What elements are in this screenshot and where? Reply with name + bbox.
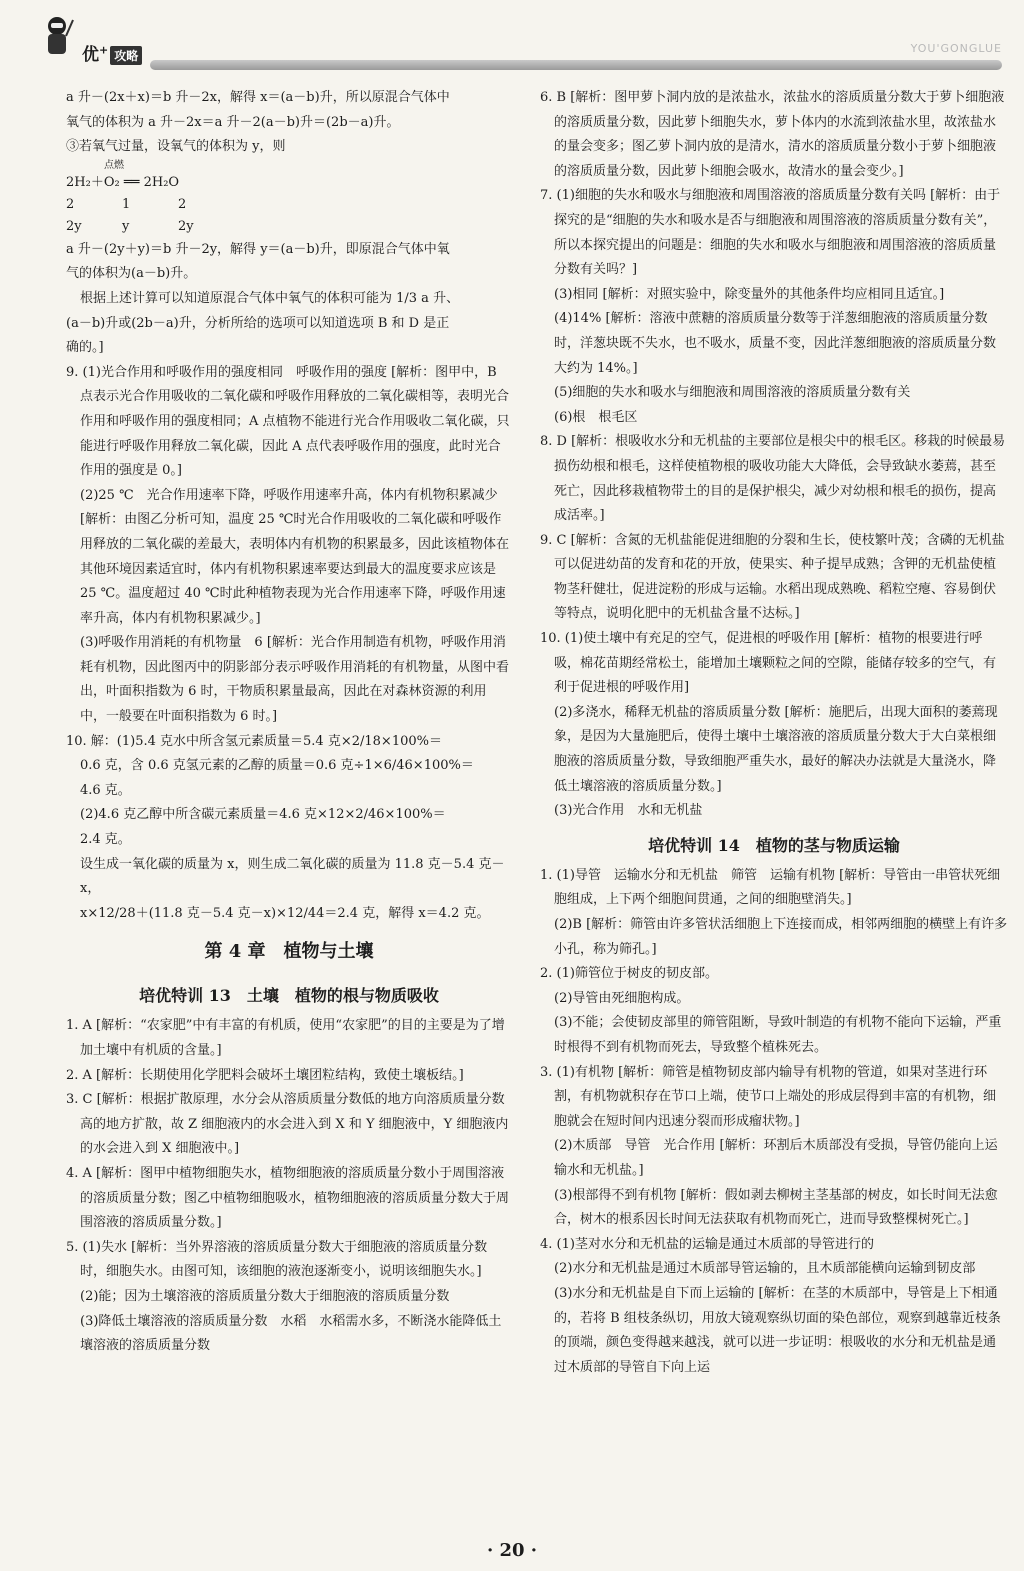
left-line: ③若氧气过量，设氧气的体积为 y，则 — [66, 139, 286, 155]
answer-13-10-2: (2)多浇水，稀释无机盐的溶质质量分数 [解析：施肥后，出现大面积的萎蔫现象，是因为大量施肥后，使得土壤中土壤溶液的溶质质量分数大于大白菜根细胞液的溶质质量分数，导致细胞严重失水，最好的解决办法就是大量浇水，降低土壤溶液的溶质质量分数。] — [554, 704, 998, 794]
brand-title — [82, 40, 142, 65]
answer-13-5-1: 5. (1)失水 [解析：当外界溶液的溶质质量分数大于细胞液的溶质质量分数时，细胞失水。由图可知，该细胞的液泡逐渐变小，说明该细胞失水。] — [66, 1239, 488, 1280]
answer-13-6: 6. B [解析：图甲萝卜洞内放的是浓盐水，浓盐水的溶质质量分数大于萝卜细胞液的溶质质量分数，因此萝卜细胞失水，萝卜体内的水流到浓盐水里，故浓盐水的量会变多；图乙萝卜洞内放的是清水，清水的溶质质量分数小于萝卜细胞液的溶质质量分数，因此萝卜细胞会吸水，故清水的量会变少。] — [540, 90, 1005, 179]
answer-13-1: 1. A [解析：“农家肥”中有丰富的有机质，使用“农家肥”的目的主要是为了增加土壤中有机质的含量。] — [66, 1018, 505, 1058]
answer-14-1-1: 1. (1)导管 运输水分和无机盐 筛管 运输有机物 [解析：导管由一串管状死细胞组成，上下两个细胞间贯通，之间的细胞壁消失。] — [540, 867, 1001, 908]
answer-14-2-2: (2)导管由死细胞构成。 — [554, 990, 690, 1006]
left-line: a 升－(2y＋y)＝b 升－2y，解得 y＝(a－b)升，即原混合气体中氧 — [66, 241, 450, 257]
right-column — [540, 86, 1008, 1380]
answer-13-3: 3. C [解析：根据扩散原理，水分会从溶质质量分数低的地方向溶质质量分数高的地方扩散，故 Z 细胞液内的水会进入到 X 和 Y 细胞液中，Y 细胞液内的水会进入到 X 细胞液中。] — [66, 1092, 509, 1157]
mascot-logo-icon — [40, 14, 74, 60]
ratio-cell: 1 — [122, 196, 131, 212]
answer-10-line: x×12/28＋(11.8 克－5.4 克－x)×12/44＝2.4 克，解得 x＝4.2 克。 — [80, 905, 490, 921]
answer-14-1-2: (2)B [解析：筛管由许多管状活细胞上下连接而成，相邻两细胞的横壁上有许多小孔，称为筛孔。] — [554, 917, 1008, 957]
ratio-cell: 2 — [66, 196, 75, 212]
answer-14-4-3: (3)水分和无机盐是自下而上运输的 [解析：在茎的木质部中，导管是上下相通的，若将 B 组枝条纵切，用放大镜观察纵切面的染色部位，观察到越靠近枝条的顶端，颜色变得越来越浅，就可以进一步证明：根吸收的水分和无机盐是通过木质部的导管自下向上运 — [554, 1285, 1001, 1375]
left-line: 确的。] — [66, 340, 104, 356]
answer-13-9: 9. C [解析：含氮的无机盐能促进细胞的分裂和生长，使枝繁叶茂；含磷的无机盐可以促进幼苗的发育和花的开放，使果实、种子提早成熟；含钾的无机盐使植物茎秆健壮，促进淀粉的形成与运输。水稻出现成熟晚、稻粒空瘪、容易倒伏等特点，说明化肥中的无机盐含量不达标。] — [540, 532, 1005, 622]
left-line: a 升－(2x＋x)＝b 升－2x，解得 x＝(a－b)升，所以原混合气体中 — [66, 90, 450, 105]
answer-13-2: 2. A [解析：长期使用化学肥料会破坏土壤团粒结构，致使土壤板结。] — [66, 1067, 464, 1083]
answer-10-line: 4.6 克。 — [80, 782, 131, 798]
answer-10-line: 0.6 克，含 0.6 克氢元素的乙醇的质量＝0.6 克÷1×6/46×100%＝ — [80, 758, 474, 774]
reaction-equation: 2H₂＋O₂ ══ 2H₂O — [66, 174, 180, 190]
ratio-cell: 2y — [66, 218, 82, 234]
answer-13-10-3: (3)光合作用 水和无机盐 — [554, 803, 703, 819]
answer-13-7-4: (4)14% [解析：溶液中蔗糖的溶质质量分数等于洋葱细胞液的溶质质量分数时，洋葱块既不失水，也不吸水，质量不变，因此洋葱细胞液的溶质质量分数大约为 14%。] — [554, 311, 997, 376]
answer-14-4-2: (2)水分和无机盐是通过木质部导管运输的，且木质部能横向运输到韧皮部 — [554, 1261, 976, 1277]
answer-13-7-3: (3)相同 [解析：对照实验中，除变量外的其他条件均应相同且适宜。] — [554, 286, 945, 302]
brand-main: 优 — [82, 45, 99, 65]
reaction-condition: 点燃 — [104, 159, 124, 171]
answer-10-line: 2.4 克。 — [80, 832, 131, 848]
page-header — [0, 0, 1024, 80]
left-column — [66, 86, 512, 1359]
answer-10-line: 10. 解：(1)5.4 克水中所含氢元素质量＝5.4 克×2/18×100%＝ — [66, 733, 442, 749]
left-line: 氧气的体积为 a 升－2x＝a 升－2(a－b)升＝(2b－a)升。 — [66, 114, 400, 130]
brand-plus: + — [99, 43, 109, 57]
answer-13-7-6: (6)根 根毛区 — [554, 409, 638, 425]
answer-14-3-2: (2)木质部 导管 光合作用 [解析：环割后木质部没有受损，导管仍能向上运输水和无机盐。] — [554, 1138, 998, 1178]
left-line: 气的体积为(a－b)升。 — [66, 266, 197, 282]
section-13-title: 培优特训 13 土壤 植物的根与物质吸收 — [139, 986, 439, 1006]
answer-14-3-3: (3)根部得不到有机物 [解析：假如剥去柳树主茎基部的树皮，如长时间无法愈合，树木的根系因长时间无法获取有机物而死亡，进而导致整棵树死亡。] — [554, 1187, 998, 1228]
answer-10-line: 设生成一氧化碳的质量为 x，则生成二氧化碳的质量为 11.8 克－5.4 克－x， — [80, 856, 505, 897]
answer-9-3: (3)呼吸作用消耗的有机物量 6 [解析：光合作用制造有机物，呼吸作用消耗有机物，因此图丙中的阴影部分表示呼吸作用消耗的有机物量，从图中看出，叶面积指数为 6 时，干物质积累量最高，因此在对森林资源的利用中，一般要在叶面积指数为 6 时。] — [80, 635, 510, 725]
ratio-cell: 2y — [178, 218, 194, 234]
ratio-cell: 2 — [178, 196, 187, 212]
answer-14-2-3: (3)不能；会使韧皮部里的筛管阻断，导致叶制造的有机物不能向下运输，严重时根得不到有机物而死去，导致整个植株死去。 — [554, 1015, 1002, 1055]
answer-13-7-5: (5)细胞的失水和吸水与细胞液和周围溶液的溶质质量分数有关 — [554, 385, 911, 401]
answer-14-2-1: 2. (1)筛管位于树皮的韧皮部。 — [540, 966, 718, 982]
answer-13-10-1: 10. (1)使土壤中有充足的空气，促进根的呼吸作用 [解析：植物的根要进行呼吸，棉花苗期经常松土，能增加土壤颗粒之间的空隙，能储存较多的空气，有利于促进根的呼吸作用] — [540, 631, 997, 696]
page-number: · 20 · — [486, 1540, 538, 1561]
answer-13-8: 8. D [解析：根吸收水分和无机盐的主要部位是根尖中的根毛区。移栽的时候最易损伤幼根和根毛，这样使植物根的吸收功能大大降低，会导致缺水萎蔫，甚至死亡，因此移栽植物带土的目的是保护根尖，减少对幼根和根毛的损伤，提高成活率。] — [540, 434, 1006, 524]
ratio-cell: y — [122, 218, 130, 234]
brand-tail: 攻略 — [110, 46, 142, 65]
answer-13-4: 4. A [解析：图甲中植物细胞失水，植物细胞液的溶质质量分数小于周围溶液的溶质质量分数；图乙中植物细胞吸水，植物细胞液的溶质质量分数大于周围溶液的溶质质量分数。] — [66, 1165, 510, 1231]
answer-13-5-3: (3)降低土壤溶液的溶质质量分数 水稻 水稻需水多，不断浇水能降低土壤溶液的溶质质量分数 — [80, 1313, 502, 1354]
ratio-row — [66, 194, 512, 216]
answer-9-2: (2)25 ℃ 光合作用速率下降，呼吸作用速率升高，体内有机物积累减少 [解析：由图乙分析可知，温度 25 ℃时光合作用吸收的二氧化碳和呼吸作用释放的二氧化碳的差最大，表明体内有机物的积累最多，因此该植物体在其他环境因素适宜时，体内有机物积累速率要达到最大的温度要求应该是 25 ℃。温度超过 40 ℃时此种植物表现为光合作用速率下降，呼吸作用速率升高，体内有机物积累减少。] — [80, 487, 510, 626]
left-line: 根据上述计算可以知道原混合气体中氧气的体积可能为 1/3 a 升、 — [80, 290, 460, 306]
answer-9-1: 9. (1)光合作用和呼吸作用的强度相同 呼吸作用的强度 [解析：图甲中，B 点表示光合作用吸收的二氧化碳和呼吸作用释放的二氧化碳相等，表明光合作用和呼吸作用的强度相同；A 点植物不能进行光合作用吸收二氧化碳，只能进行呼吸作用释放二氧化碳，因此 A 点代表呼吸作用的强度，此时光合作用的强度是 0。] — [66, 364, 510, 479]
answer-14-4-1: 4. (1)茎对水分和无机盐的运输是通过木质部的导管进行的 — [540, 1236, 874, 1252]
left-line: (a－b)升或(2b－a)升，分析所给的选项可以知道选项 B 和 D 是正 — [66, 315, 450, 331]
reaction-block — [66, 160, 512, 238]
chapter-title: 第 4 章 植物与土壤 — [204, 941, 374, 963]
answer-13-7-1: 7. (1)细胞的失水和吸水与细胞液和周围溶液的溶质质量分数有关吗 [解析：由于探究的是“细胞的失水和吸水是否与细胞液和周围溶液的溶质质量分数有关”，所以本探究提出的问题是：细胞的失水和吸水与细胞液和周围溶液的溶质质量分数有关吗？] — [540, 188, 1001, 278]
answer-14-3-1: 3. (1)有机物 [解析：筛管是植物韧皮部内输导有机物的管道，如果对茎进行环割，有机物就积存在节口上端，使节口上端处的形成层得到丰富的有机物，细胞就会在短时间内迅速分裂而形成瘤状物。] — [540, 1064, 997, 1129]
section-14-title: 培优特训 14 植物的茎与物质运输 — [648, 835, 900, 855]
header-bar — [150, 60, 1002, 70]
answer-10-line: (2)4.6 克乙醇中所含碳元素质量＝4.6 克×12×2/46×100%＝ — [80, 807, 446, 823]
answer-13-5-2: (2)能；因为土壤溶液的溶质质量分数大于细胞液的溶质质量分数 — [80, 1288, 450, 1304]
brand-english: YOU'GONGLUE — [910, 42, 1002, 55]
ratio-row — [66, 216, 512, 238]
